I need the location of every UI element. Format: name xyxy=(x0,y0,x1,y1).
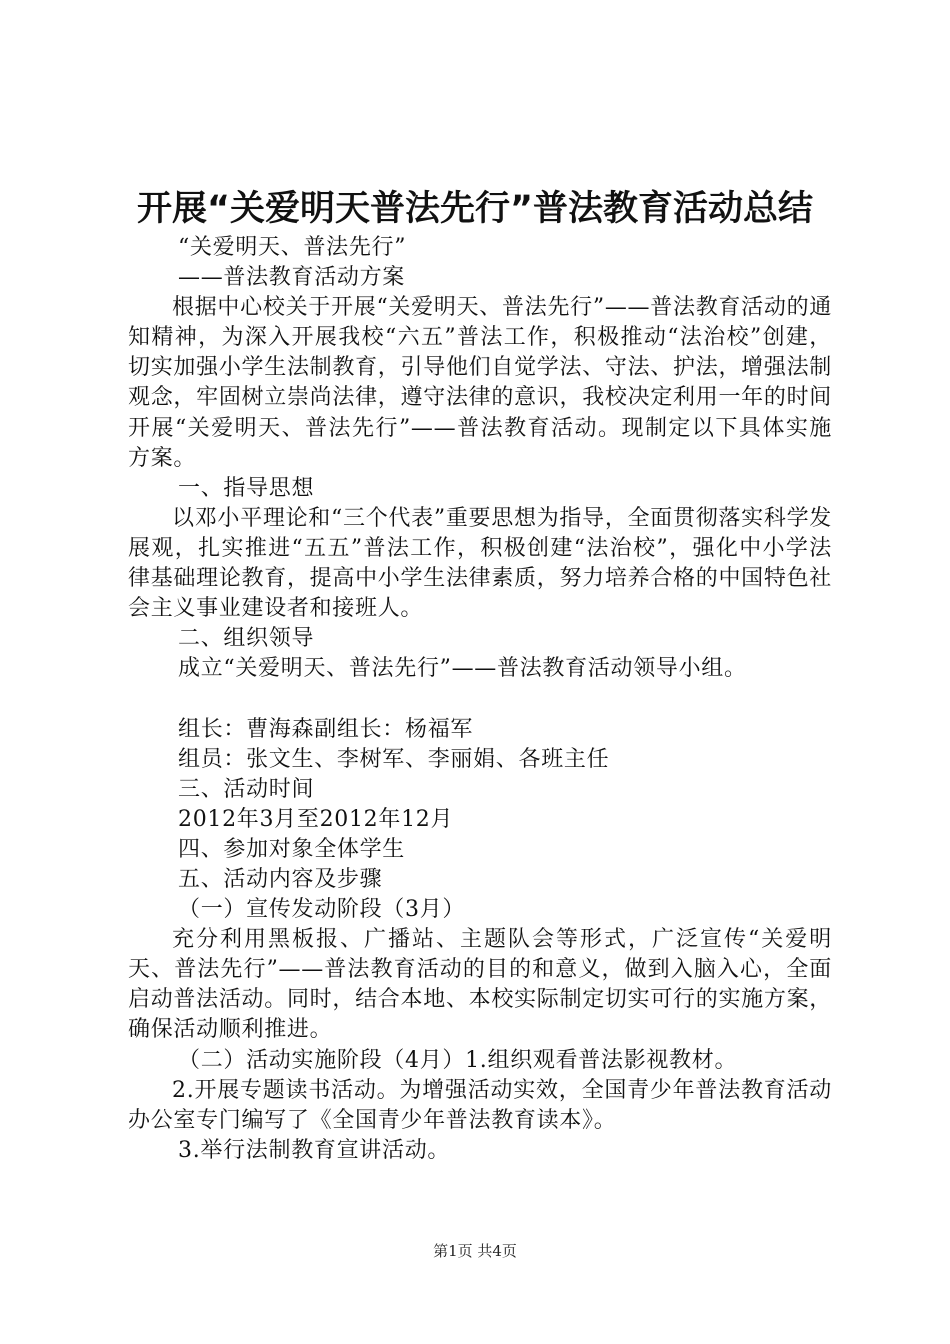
slogan-line: “关爱明天、普法先行” xyxy=(178,235,407,260)
activity-time-line: 2012年3月至2012年12月 xyxy=(178,806,454,832)
stage-one-paragraph: 充分利用黑板报、广播站、主题队会等形式，广泛宣传“关爱明天、普法先行”——普法教育活动的目的和意义，做到入脑入心，全面启动普法活动。同时，结合本地、本校实际制定切实可行的实施方案，确保活动顺利推进。 xyxy=(128,927,832,1043)
organization-paragraph: 成立“关爱明天、普法先行”——普法教育活动领导小组。 xyxy=(178,656,747,682)
section-heading-guiding-thought: 一、指导思想 xyxy=(178,475,315,501)
section-heading-participants: 四、参加对象全体学生 xyxy=(178,836,406,862)
blank-line xyxy=(128,684,832,714)
subtitle-line: ——普法教育活动方案 xyxy=(178,265,406,291)
members-line: 组员：张文生、李树军、李丽娟、各班主任 xyxy=(178,746,610,772)
leaders-line: 组长：曹海森副组长：杨福军 xyxy=(178,716,474,742)
stage-two-heading: （二）活动实施阶段（4月）1.组织观看普法影视教材。 xyxy=(178,1047,738,1073)
section-heading-organization: 二、组织领导 xyxy=(178,626,315,652)
document-title: 开展“关爱明天普法先行”普法教育活动总结 xyxy=(136,189,813,229)
section-heading-content-steps: 五、活动内容及步骤 xyxy=(178,866,383,892)
stage-two-item-3: 3.举行法制教育宣讲活动。 xyxy=(178,1137,451,1163)
stage-one-heading: （一）宣传发动阶段（3月） xyxy=(178,897,466,923)
guiding-thought-paragraph: 以邓小平理论和“三个代表”重要思想为指导，全面贯彻落实科学发展观，扎实推进“五五”普法工作，积极创建“法治校”，强化中小学法律基础理论教育，提高中小学生法律素质，努力培养合格的中国特色社会主义事业建设者和接班人。 xyxy=(128,505,832,622)
page-number-footer: 第1页 共4页 xyxy=(433,1242,517,1260)
document-body xyxy=(128,233,832,1166)
stage-two-item-2: 2.开展专题读书活动。为增强活动实效，全国青少年普法教育活动办公室专门编写了《全国青少年普法教育读本》。 xyxy=(128,1077,832,1133)
section-heading-time: 三、活动时间 xyxy=(178,776,315,802)
intro-paragraph: 根据中心校关于开展“关爱明天、普法先行”——普法教育活动的通知精神，为深入开展我校“六五”普法工作，积极推动“法治校”创建，切实加强小学生法制教育，引导他们自觉学法、守法、护法，增强法制观念，牢固树立崇尚法律，遵守法律的意识，我校决定利用一年的时间开展“关爱明天、普法先行”——普法教育活动。现制定以下具体实施方案。 xyxy=(128,295,832,471)
